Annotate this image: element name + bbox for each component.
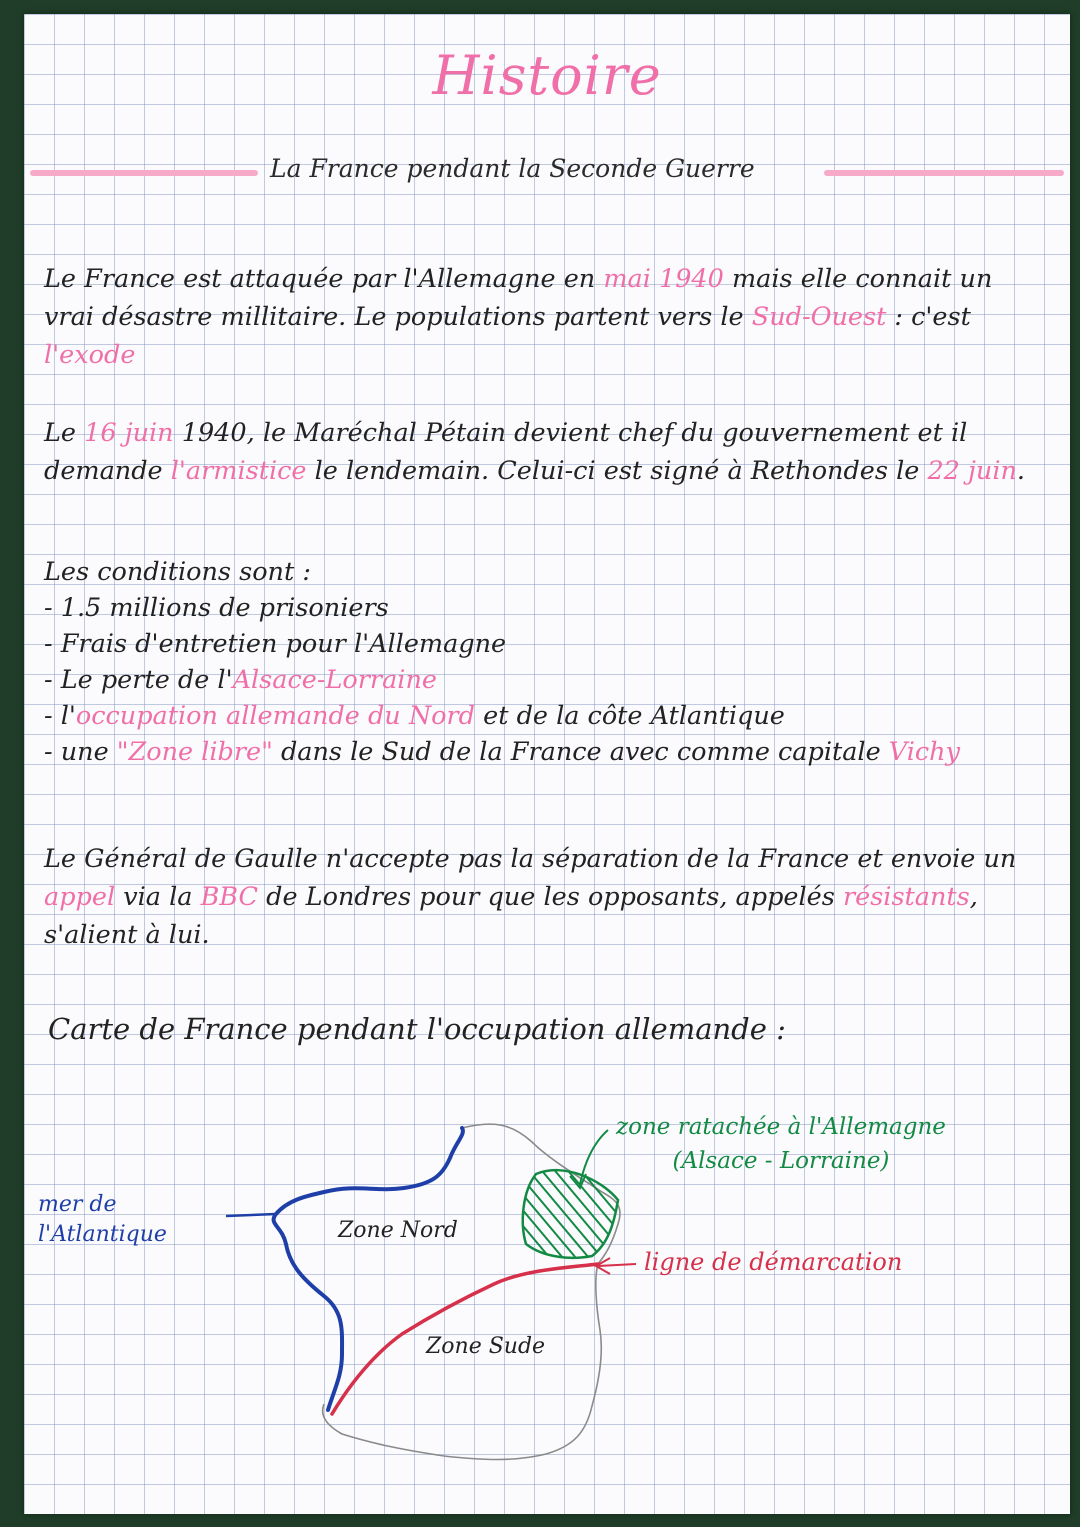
list-item: - une "Zone libre" dans le Sud de la France avec comme capitale Vichy <box>44 737 961 767</box>
highlight-region: Sud-Ouest <box>751 302 887 332</box>
conditions-intro: Les conditions sont : <box>44 557 311 587</box>
paragraph-armistice: Le 16 juin 1940, le Maréchal Pétain devient chef du gouvernement et il demande l'armistice le lendemain. Celui-ci est signé à Rethondes le 22 juin. <box>44 418 1026 486</box>
highlight-term: "Zone libre" <box>116 737 273 767</box>
title-rule-left <box>30 170 258 176</box>
highlight-date: mai 1940 <box>603 264 724 294</box>
highlight-city: Vichy <box>888 737 961 767</box>
atlantic-pointer <box>226 1214 276 1216</box>
label-demarcation: ligne de démarcation <box>644 1248 903 1276</box>
list-item: - l'occupation allemande du Nord et de la côte Atlantique <box>44 701 785 731</box>
atlantic-coast <box>274 1128 463 1410</box>
label-zone-sud: Zone Sude <box>426 1334 546 1359</box>
map-title: Carte de France pendant l'occupation allemande : <box>48 1012 786 1046</box>
page-subtitle: La France pendant la Seconde Guerre <box>270 154 755 183</box>
alsace-lorraine-zone <box>523 1170 618 1258</box>
highlight-date: 22 juin <box>927 456 1017 486</box>
highlight-date: 16 juin <box>84 418 174 448</box>
highlight-term: BBC <box>200 882 259 912</box>
highlight-region: Alsace-Lorraine <box>232 665 437 695</box>
list-item: - Frais d'entretien pour l'Allemagne <box>44 629 507 659</box>
conditions-list <box>44 554 1034 770</box>
highlight-term: appel <box>44 882 116 912</box>
notebook-page <box>24 14 1070 1514</box>
highlight-term: l'exode <box>44 340 136 370</box>
list-item: - 1.5 millions de prisoniers <box>44 593 389 623</box>
page-title: Histoire <box>432 44 662 107</box>
highlight-term: occupation allemande du Nord <box>75 701 476 731</box>
highlight-term: résistants <box>842 882 970 912</box>
list-item: - Le perte de l'Alsace-Lorraine <box>44 665 437 695</box>
demarcation-pointer <box>598 1264 636 1266</box>
highlight-term: l'armistice <box>170 456 307 486</box>
paragraph-invasion: Le France est attaquée par l'Allemagne en mai 1940 mais elle connait un vrai désastre millitaire. Le populations partent vers le Sud-Ouest : c'est l'exode <box>44 264 993 370</box>
label-alsace-lorraine: zone ratachée à l'Allemagne (Alsace - Lorraine) <box>616 1114 946 1174</box>
paragraph-de-gaulle: Le Général de Gaulle n'accepte pas la séparation de la France et envoie un appel via la BBC de Londres pour que les opposants, appelés résistants, s'alient à lui. <box>44 844 1017 950</box>
label-zone-nord: Zone Nord <box>338 1218 458 1243</box>
label-atlantic: mer de l'Atlantique <box>38 1192 167 1247</box>
title-rule-right <box>824 170 1064 176</box>
